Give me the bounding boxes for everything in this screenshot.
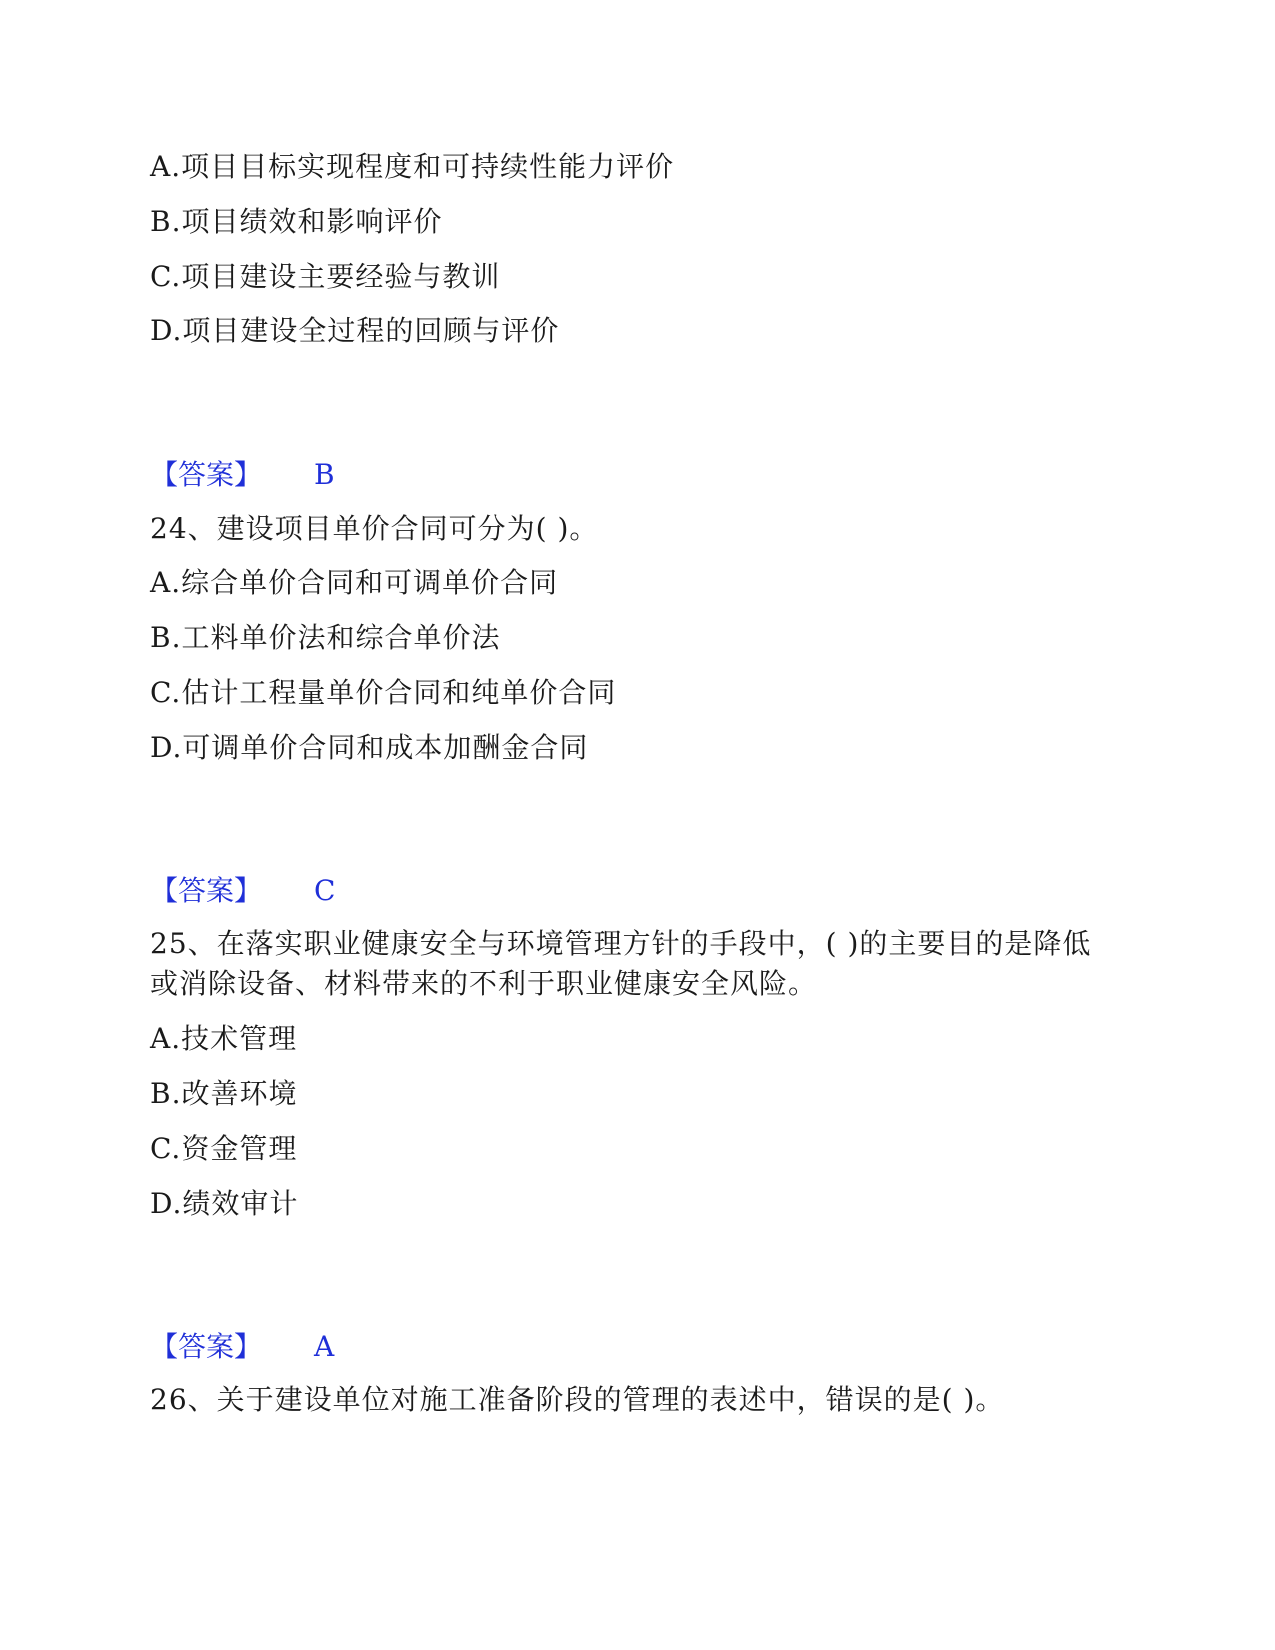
- q23-answer: [150, 458, 335, 492]
- answer-label: 【答案】: [150, 458, 263, 491]
- answer-value: C: [314, 874, 336, 907]
- q24-answer: [150, 874, 335, 908]
- q23-option-a: A.项目目标实现程度和可持续性能力评价: [150, 150, 675, 183]
- answer-label: 【答案】: [150, 1330, 263, 1363]
- q26-stem: 26、关于建设单位对施工准备阶段的管理的表述中，错误的是( )。: [150, 1383, 1005, 1416]
- q24-option-c: C.估计工程量单价合同和纯单价合同: [150, 676, 617, 709]
- q25-option-b: B.改善环境: [150, 1077, 298, 1110]
- q24-option-b: B.工料单价法和综合单价法: [150, 621, 501, 654]
- q24-stem: 24、建设项目单价合同可分为( )。: [150, 512, 599, 545]
- q25-option-a: A.技术管理: [150, 1022, 298, 1055]
- q25-option-d: D.绩效审计: [150, 1187, 299, 1220]
- q23-option-b: B.项目绩效和影响评价: [150, 205, 443, 238]
- q24-option-d: D.可调单价合同和成本加酬金合同: [150, 731, 589, 764]
- q25-stem-line1: 25、在落实职业健康安全与环境管理方针的手段中，( )的主要目的是降低: [150, 927, 1092, 960]
- q25-stem-line2: 或消除设备、材料带来的不利于职业健康安全风险。: [150, 967, 818, 1000]
- q25-answer: [150, 1330, 334, 1364]
- q23-option-c: C.项目建设主要经验与教训: [150, 260, 501, 293]
- answer-value: B: [314, 458, 335, 491]
- answer-label: 【答案】: [150, 874, 263, 907]
- answer-value: A: [314, 1330, 335, 1363]
- q25-option-c: C.资金管理: [150, 1132, 298, 1165]
- q23-option-d: D.项目建设全过程的回顾与评价: [150, 314, 560, 347]
- q24-option-a: A.综合单价合同和可调单价合同: [150, 566, 559, 599]
